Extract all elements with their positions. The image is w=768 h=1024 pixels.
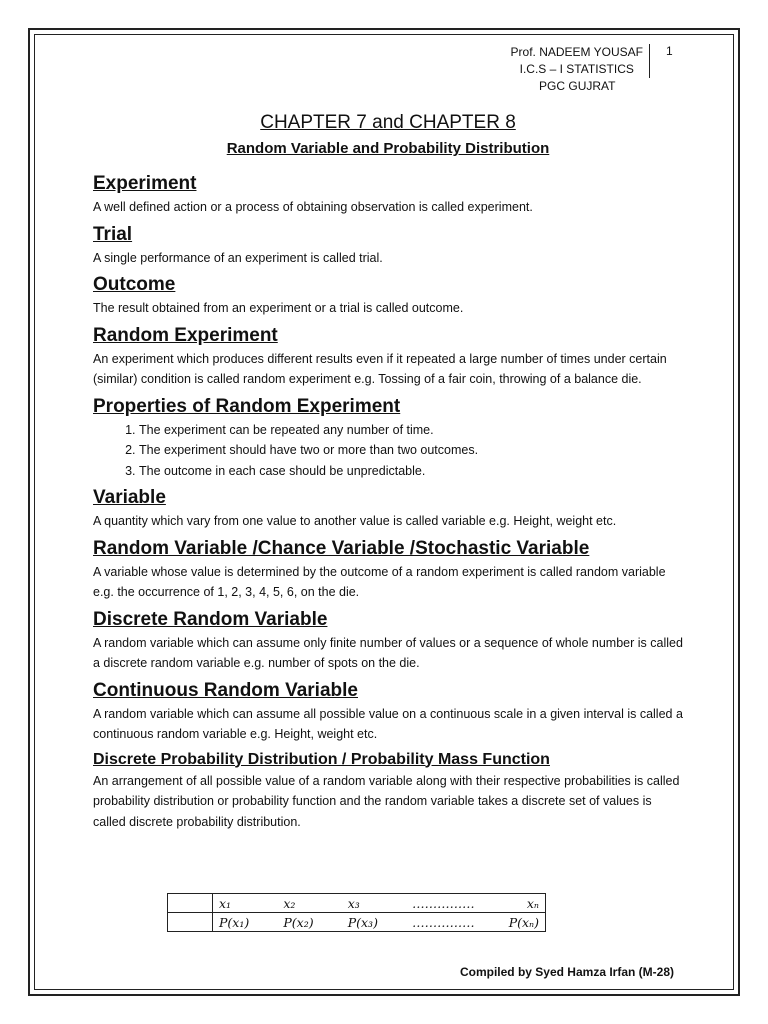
heading-trial: Trial — [93, 223, 133, 245]
heading-continuous: Continuous Random Variable — [93, 679, 358, 701]
table-value: P(x₁) — [219, 914, 250, 930]
distribution-table — [167, 893, 546, 932]
page-header — [511, 44, 650, 95]
text-variable: A quantity which vary from one value to another value is called variable e.g. Height, weight etc. — [93, 514, 617, 528]
table-row — [168, 894, 546, 913]
text-experiment: A well defined action or a process of obtaining observation is called experiment. — [93, 200, 533, 214]
text-trial: A single performance of an experiment is called trial. — [93, 250, 383, 265]
heading-experiment: Experiment — [93, 173, 197, 194]
list-item: 1. The experiment can be repeated any number of time. — [139, 420, 683, 441]
text-continuous: A random variable which can assume all possible value on a continuous scale in a given interval is called a continuous random variable e.g. Height, weight etc. — [93, 706, 683, 741]
properties-list — [93, 420, 683, 482]
heading-random-variable: Random Variable /Chance Variable /Stochastic Variable — [93, 537, 590, 559]
footer-credit: Compiled by Syed Hamza Irfan (M-28) — [459, 965, 674, 979]
table-cell-blank — [168, 894, 213, 913]
table-cell-values — [213, 894, 546, 913]
header-author: Prof. NADEEM YOUSAF — [511, 44, 650, 61]
text-discrete: A random variable which can assume only finite number of values or a sequence of whole number is called a discrete random variable e.g. number of spots on the die. — [93, 635, 683, 670]
heading-discrete: Discrete Random Variable — [93, 608, 328, 630]
table-value: P(xₙ) — [508, 914, 539, 930]
chapter-title: CHAPTER 7 and CHAPTER 8 — [260, 112, 516, 133]
text-outcome: The result obtained from an experiment or a trial is called outcome. — [93, 301, 464, 315]
table-value: x₁ — [219, 895, 232, 911]
text-pmf: An arrangement of all possible value of a random variable along with their respective probabilities is called probability distribution or probability function and the random variable takes a discrete set of values is called discrete probability distribution. — [93, 773, 680, 829]
text-random-experiment: An experiment which produces different results even if it repeated a large number of times under certain (similar) condition is called random experiment e.g. Tossing of a fair coin, throwing of a balance die. — [93, 351, 667, 386]
document-body — [93, 112, 683, 836]
heading-pmf: Discrete Probability Distribution / Probability Mass Function — [93, 750, 550, 768]
text-random-variable: A variable whose value is determined by the outcome of a random experiment is called random variable e.g. the occurrence of 1, 2, 3, 4, 5, 6, on the die. — [93, 564, 666, 599]
list-item: 3. The outcome in each case should be unpredictable. — [139, 461, 683, 482]
page-number: 1 — [666, 44, 673, 58]
heading-random-experiment: Random Experiment — [93, 324, 278, 346]
table-value: …………… — [412, 914, 475, 930]
header-college: PGC GUJRAT — [539, 79, 616, 93]
list-item: 2. The experiment should have two or more than two outcomes. — [139, 440, 683, 461]
heading-variable: Variable — [93, 487, 166, 508]
table-value: …………… — [412, 895, 475, 911]
chapter-subtitle: Random Variable and Probability Distribution — [226, 140, 550, 157]
table-cell-probabilities — [213, 913, 546, 932]
table-value: P(x₂) — [283, 914, 314, 930]
header-course: I.C.S – I STATISTICS — [511, 61, 650, 78]
table-cell-blank — [168, 913, 213, 932]
table-value: P(x₃) — [347, 914, 378, 930]
heading-properties: Properties of Random Experiment — [93, 395, 401, 417]
table-row — [168, 913, 546, 932]
heading-outcome: Outcome — [93, 274, 176, 295]
table-value: xₙ — [526, 895, 539, 911]
table-value: x₂ — [283, 895, 296, 911]
table-value: x₃ — [347, 895, 360, 911]
